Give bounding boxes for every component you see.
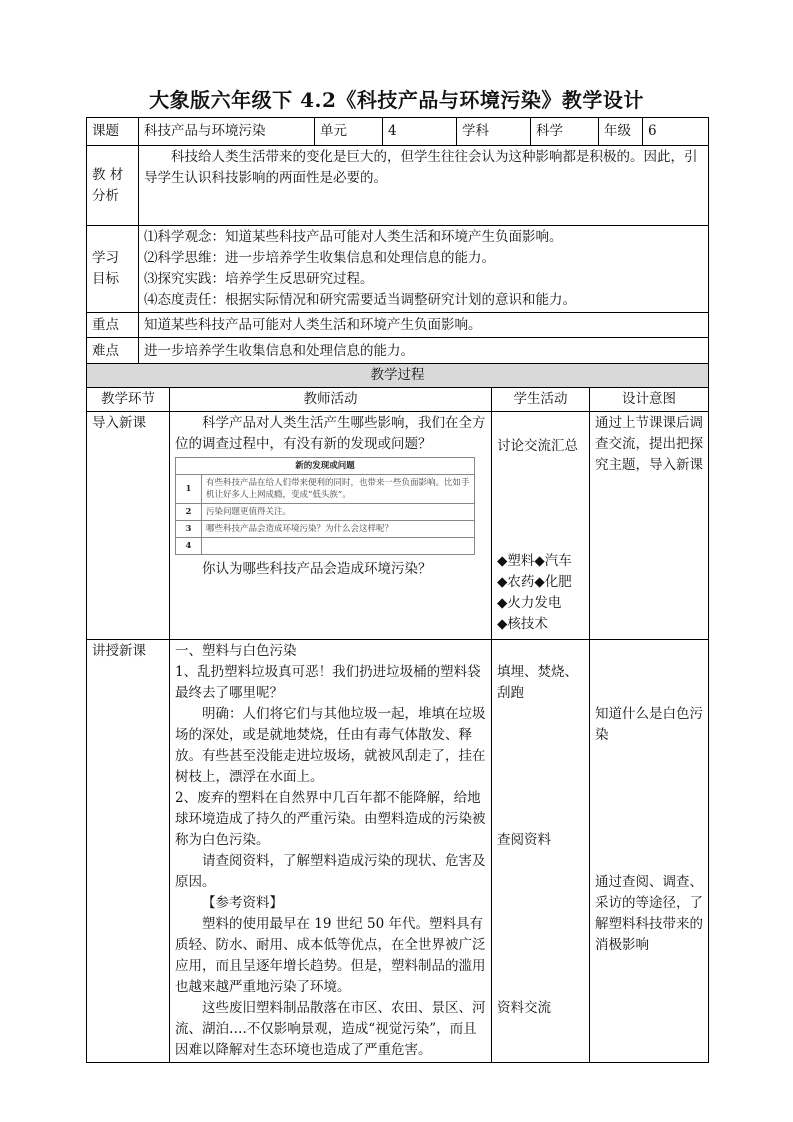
goal-item: ⑷态度责任：根据实际情况和研究需要适当调整研究计划的意识和能力。 <box>144 292 576 308</box>
goals-list <box>139 226 709 313</box>
value-grade: 6 <box>643 118 709 146</box>
analysis-label: 教 材 分析 <box>87 146 139 226</box>
intent-lecture: 知道什么是白色污染 通过查阅、调查、采访的等途径，了解塑料科技带来的消极影响 <box>590 640 709 1063</box>
process-header: 教学过程 <box>87 364 709 388</box>
value-subject: 科技产品与环境污染 <box>139 118 315 146</box>
label-grade: 年级 <box>599 118 643 146</box>
finding-row <box>202 538 475 555</box>
value-discipline: 科学 <box>531 118 599 146</box>
goal-item: ⑶探究实践：培养学生反思研究过程。 <box>144 271 374 287</box>
finding-row: 哪些科技产品会造成环境污染？为什么会这样呢？ <box>202 521 475 538</box>
difficulty-text: 进一步培养学生收集信息和处理信息的能力。 <box>139 338 709 365</box>
stage-lecture: 讲授新课 <box>87 640 170 1063</box>
page-title: 大象版六年级下 4.2《科技产品与环境污染》教学设计 <box>149 88 644 112</box>
goals-label: 学习 目标 <box>87 226 139 313</box>
stage-intro: 导入新课 <box>87 412 170 640</box>
value-unit: 4 <box>383 118 457 146</box>
process-table <box>86 363 709 1063</box>
difficulty-label: 难点 <box>87 338 139 365</box>
student-lecture: 填埋、焚烧、刮跑 查阅资料 资料交流 <box>492 640 590 1063</box>
label-subject: 课题 <box>87 118 139 146</box>
col-stage: 教学环节 <box>87 388 170 412</box>
key-text: 知道某些科技产品可能对人类生活和环境产生负面影响。 <box>139 313 709 338</box>
intent-intro: 通过上节课课后调查交流，提出把探究主题，导入新课 <box>590 412 709 640</box>
goal-item: ⑴科学观念：知道某些科技产品可能对人类生活和环境产生负面影响。 <box>144 229 563 245</box>
analysis-text: 科技给人类生活带来的变化是巨大的，但学生往往会认为这种影响都是积极的。因此，引导学生认识科技影响的两面性是必要的。 <box>139 146 709 226</box>
student-intro: 讨论交流汇总 ◆塑料◆汽车 ◆农药◆化肥 ◆火力发电 ◆核技术 <box>492 412 590 640</box>
col-teacher: 教师活动 <box>170 388 492 412</box>
teacher-intro: 科学产品对人类生活产生哪些影响，我们在全方位的调查过程中，有没有新的发现或问题？ 新的发现或问题 1 有些科技产品在给人们带来便利的同时，也带来一些负面影响。比如手机让好多人上网成瘾，变成“低头族”。 2 污染问题更值得关注。 3 哪些科技产品会造成环境污染？为什么会这样呢？ 4 你认为哪些科技产品会造成环境污染？ <box>170 412 492 640</box>
label-discipline: 学科 <box>457 118 531 146</box>
key-label: 重点 <box>87 313 139 338</box>
col-student: 学生活动 <box>492 388 590 412</box>
col-intent: 设计意图 <box>590 388 709 412</box>
label-unit: 单元 <box>315 118 383 146</box>
finding-row: 有些科技产品在给人们带来便利的同时，也带来一些负面影响。比如手机让好多人上网成瘾，变成“低头族”。 <box>202 475 475 504</box>
info-table <box>86 117 709 365</box>
findings-title: 新的发现或问题 <box>176 458 475 475</box>
findings-table: 新的发现或问题 1 有些科技产品在给人们带来便利的同时，也带来一些负面影响。比如手机让好多人上网成瘾，变成“低头族”。 2 污染问题更值得关注。 3 哪些科技产品会造成环境污染？为什么会这样呢？ 4 <box>175 457 475 555</box>
teacher-lecture: 一、塑料与白色污染 1、乱扔塑料垃圾真可恶！我们扔进垃圾桶的塑料袋最终去了哪里呢？ 明确：人们将它们与其他垃圾一起，堆填在垃圾场的深处，或是就地焚烧，任由有毒气体散发、释放。有些甚至没能走进垃圾场，就被风刮走了，挂在树枝上，漂浮在水面上。 2、废弃的塑料在自然界中几百年都不能降解，给地球环境造成了持久的严重污染。由塑料造成的污染被称为白色污染。 请查阅资料，了解塑料造成污染的现状、危害及原因。 【参考资料】 塑料的使用最早在 19 世纪 50 年代。塑料具有质轻、防水、耐用、成本低等优点，在全世界被广泛应用，而且呈逐年增长趋势。但是，塑料制品的滥用也越来越严重地污染了环境。 这些废旧塑料制品散落在市区、农田、景区、河流、湖泊….不仅影响景观，造成“视觉污染”，而且因难以降解对生态环境也造成了严重危害。 <box>170 640 492 1063</box>
goal-item: ⑵科学思维：进一步培养学生收集信息和处理信息的能力。 <box>144 250 495 266</box>
finding-row: 污染问题更值得关注。 <box>202 504 475 521</box>
